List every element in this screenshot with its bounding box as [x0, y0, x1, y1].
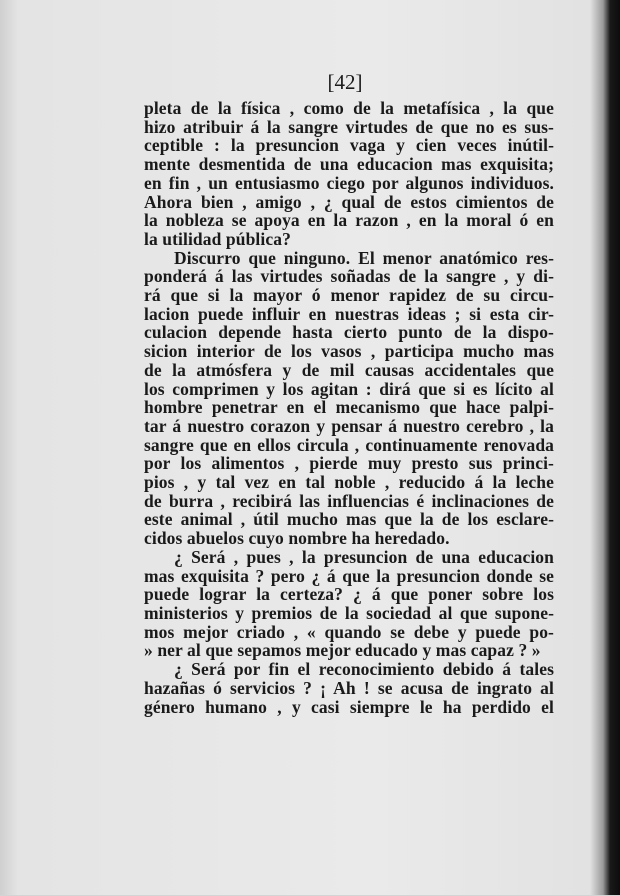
- paragraph: [144, 660, 554, 716]
- page-number: [42]: [327, 70, 363, 94]
- text-line: ministerios y premios de la sociedad al que supone-: [144, 602, 554, 623]
- text-line: hizo atribuir á la sangre virtudes de que no es sus-: [144, 116, 554, 137]
- text-line: en fin , un entusiasmo ciego por algunos individuos.: [144, 172, 554, 193]
- text-line: los comprimen y los agitan : dirá que si es lícito al: [144, 378, 554, 399]
- text-line: ceptible : la presuncion vaga y cien veces inútil-: [144, 135, 554, 156]
- text-line: mos mejor criado , « quando se debe y puede po-: [144, 621, 554, 642]
- text-line: la utilidad pública?: [144, 228, 291, 249]
- text-line: género humano , y casi siempre le ha perdido el: [144, 696, 554, 717]
- text-line: este animal , útil mucho mas que la de los esclare-: [144, 509, 554, 530]
- text-line: tar á nuestro corazon y pensar á nuestro cerebro , la: [144, 415, 554, 436]
- text-line: puede lograr la certeza? ¿ á que poner sobre los: [144, 584, 554, 605]
- text-line: pios , y tal vez en tal noble , reducido á la leche: [144, 472, 554, 493]
- text-line: lacion puede influir en nuestras ideas ; si esta cir-: [144, 303, 554, 324]
- text-line: culacion depende hasta cierto punto de la dispo-: [144, 322, 554, 343]
- text-line: de burra , recibirá las influencias é inclinaciones de: [144, 490, 554, 511]
- page-body-text: [144, 99, 554, 716]
- text-line: mente desmentida de una educacion mas exquisita;: [144, 154, 554, 175]
- text-line: » ner al que sepamos mejor educado y mas capaz ? »: [144, 640, 541, 661]
- paragraph: [144, 99, 554, 249]
- text-line: rá que si la mayor ó menor rapidez de su circu-: [144, 285, 554, 306]
- text-line: hombre penetrar en el mecanismo que hace palpi-: [144, 397, 554, 418]
- text-line: ¿ Será , pues , la presuncion de una educacion: [174, 546, 554, 567]
- text-line: sicion interior de los vasos , participa mucho mas: [144, 341, 554, 362]
- text-line: de la atmósfera y de mil causas accidentales que: [144, 359, 554, 380]
- text-line: Ahora bien , amigo , ¿ qual de estos cimientos de: [144, 191, 554, 212]
- text-line: ponderá á las virtudes soñadas de la sangre , y di-: [144, 266, 554, 287]
- text-line: pleta de la física , como de la metafísica , la que: [144, 98, 554, 118]
- text-line: mas exquisita ? pero ¿ á que la presuncion donde se: [144, 565, 554, 586]
- paragraph: [144, 548, 554, 660]
- paragraph: [144, 249, 554, 548]
- text-line: ¿ Será por fin el reconocimiento debido á tales: [174, 659, 554, 680]
- text-line: hazañas ó servicios ? ¡ Ah ! se acusa de ingrato al: [144, 677, 554, 698]
- text-line: la nobleza se apoya en la razon , en la moral ó en: [144, 210, 554, 231]
- text-line: cidos abuelos cuyo nombre ha heredado.: [144, 528, 450, 549]
- text-line: por los alimentos , pierde muy presto sus princi-: [144, 453, 554, 474]
- text-line: sangre que en ellos circula , continuamente renovada: [144, 434, 554, 455]
- text-line: Discurro que ninguno. El menor anatómico res-: [174, 247, 554, 268]
